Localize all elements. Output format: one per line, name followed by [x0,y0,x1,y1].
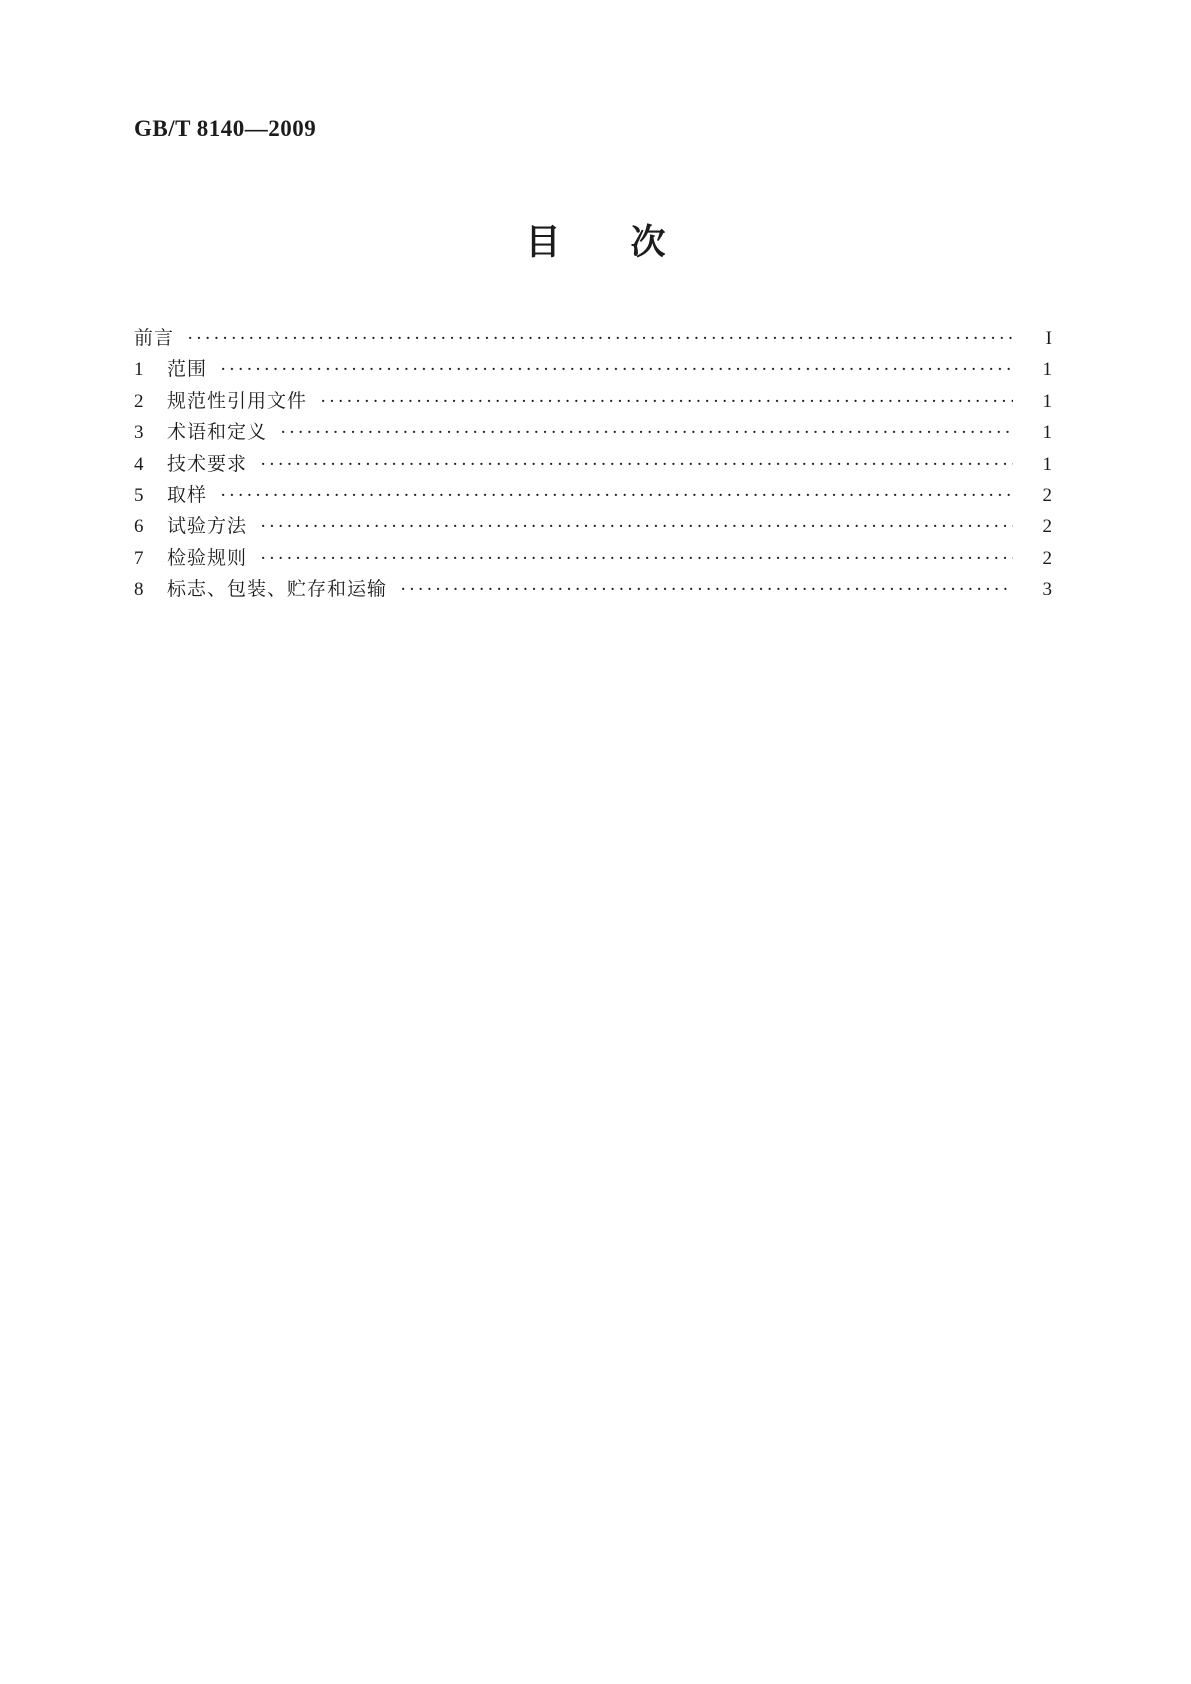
dot-leader [260,449,1013,480]
toc-entry-label: 术语和定义 [167,422,268,444]
dot-leader [320,386,1013,417]
toc-entry-number: 5 [134,484,145,506]
toc-entry-number: 3 [134,422,145,444]
toc-entry-number: 1 [134,359,145,381]
page-title: 目 次 [525,223,666,262]
toc-entry-label: 规范性引用文件 [167,390,308,412]
toc-entry-page: 2 [1042,484,1053,506]
toc-entry-page: 2 [1042,516,1053,538]
dot-leader [260,543,1013,574]
toc-entry-number: 7 [134,547,145,569]
toc-entry-number: 4 [134,453,145,475]
toc-entry-page: 3 [1042,579,1053,601]
toc-entry-label: 检验规则 [167,547,248,569]
dot-leader [400,574,1013,605]
toc-entry [134,543,1053,574]
toc-entry-number: 2 [134,390,145,412]
toc-entry-label: 范围 [167,359,208,381]
table-of-contents [134,323,1053,606]
toc-entry-page: 1 [1042,422,1053,444]
dot-leader [220,354,1013,385]
toc-entry-label: 技术要求 [167,453,248,475]
toc-entry-number: 8 [134,579,145,601]
toc-entry-page: 1 [1042,390,1053,412]
toc-entry-label: 前言 [134,328,175,349]
dot-leader [280,417,1013,448]
toc-entry-number: 6 [134,516,145,538]
standard-code: GB/T 8140—2009 [134,116,317,141]
toc-entry-page: I [1045,328,1053,349]
toc-entry-label: 标志、包装、贮存和运输 [167,579,388,601]
toc-entry-page: 1 [1042,359,1053,381]
toc-entry [134,480,1053,511]
toc-entry-page: 2 [1042,547,1053,569]
toc-entry [134,354,1053,385]
toc-entry [134,574,1053,605]
toc-entry [134,417,1053,448]
toc-entry-label: 取样 [167,484,208,506]
toc-entry [134,511,1053,542]
toc-entry-label: 试验方法 [167,516,248,538]
dot-leader [187,323,1013,354]
toc-entry-page: 1 [1042,453,1053,475]
toc-entry [134,449,1053,480]
toc-entry [134,386,1053,417]
dot-leader [220,480,1013,511]
toc-entry [134,323,1053,354]
dot-leader [260,511,1013,542]
